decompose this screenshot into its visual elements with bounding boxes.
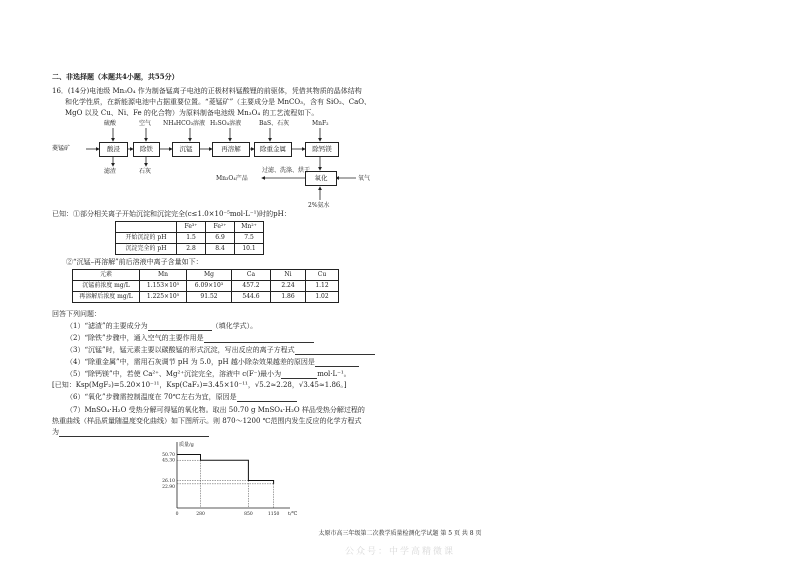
answer-blank[interactable] bbox=[295, 347, 375, 355]
x-tick-label: 280 bbox=[196, 512, 205, 517]
x-tick-label: 850 bbox=[244, 512, 253, 517]
tg-curve bbox=[177, 455, 274, 484]
oxygen-label: 氧气 bbox=[358, 175, 371, 182]
question-7-line1: （7）MnSO₄·H₂O 受热分解可得锰的氧化物。取出 50.70 g MnSO₄·H₂O 样品受热分解过程的 bbox=[66, 406, 365, 414]
table-row: 再溶解后浓度 mg/L 1.225×10⁵ 91.52 544.6 1.86 1.02 bbox=[73, 292, 339, 303]
table-row: 开始沉淀的 pH 1.5 6.9 7.5 bbox=[116, 233, 264, 244]
step-acid-leach: 酸浸 bbox=[99, 142, 128, 157]
answer-blank[interactable] bbox=[315, 359, 359, 367]
question-5-known: [已知：Ksp(MgF₂)=5.20×10⁻¹¹，Ksp(CaF₂)=3.45×10⁻¹¹，√5.2≈2.28，√3.45≈1.86。] bbox=[52, 381, 347, 389]
table-row: 沉淀完全的 pH 2.8 8.4 10.1 bbox=[116, 244, 264, 255]
step-remove-ca-mg: 除钙镁 bbox=[305, 142, 339, 157]
table-row: 沉锰前浓度 mg/L 1.153×10⁵ 6.09×10³ 457.2 2.24 1.12 bbox=[73, 281, 339, 292]
question-7-line3: 为 bbox=[52, 428, 209, 437]
product-label: Mn₃O₄产品 bbox=[216, 175, 248, 182]
question-3: （3）“沉锰”时，锰元素主要以碳酸锰的形式沉淀，写出反应的离子方程式 bbox=[66, 346, 375, 355]
ph-table bbox=[115, 221, 264, 255]
step-remove-iron: 除铁 bbox=[133, 142, 160, 157]
question-2: （2）“除铁”步骤中，通入空气的主要作用是 bbox=[66, 334, 314, 343]
q16-line3: MgO 以及 Cu、Ni、Fe 的化合物）为原料制备电池级 Mn₃O₄ 的工艺流程如下。 bbox=[65, 109, 319, 117]
answer-blank[interactable] bbox=[148, 323, 212, 331]
step-oxidation: 氧化 bbox=[305, 171, 337, 186]
y-tick-label: 22.90 bbox=[162, 484, 175, 490]
answer-blank[interactable] bbox=[237, 394, 297, 402]
question-6: （6）“氧化”步骤需控制温度在 70℃左右为宜，原因是 bbox=[66, 393, 297, 402]
x-tick-label: 0 bbox=[175, 512, 179, 517]
table-row: 元素 Mn Mg Ca Ni Cu bbox=[73, 270, 339, 281]
reagent-air: 空气 bbox=[139, 120, 152, 127]
answer-blank[interactable] bbox=[59, 429, 209, 437]
page-footer: 太原市高三年级第二次教学质量检测化学试题 第 5 页 共 8 页 bbox=[318, 530, 482, 537]
process-label: 过滤、洗涤、烘干 bbox=[262, 167, 311, 174]
step-redissolve: 再溶解 bbox=[212, 142, 250, 157]
known-intro2: ②“沉锰–再溶解”前后溶液中离子含量如下： bbox=[66, 258, 203, 266]
y-tick-label: 26.10 bbox=[162, 478, 175, 484]
y-axis-label: 质量/g bbox=[179, 442, 194, 448]
filter-residue-label: 滤渣 bbox=[104, 168, 117, 175]
reagent-h2so4: H₂SO₄溶液 bbox=[210, 120, 242, 127]
x-tick-label: 1150 bbox=[267, 512, 280, 517]
reagent-bas-lime: BaS、石灰 bbox=[259, 120, 290, 127]
table-row: Fe³⁺ Fe²⁺ Mn²⁺ bbox=[116, 222, 264, 233]
raw-material-label: 菱锰矿 bbox=[52, 145, 71, 152]
tg-chart bbox=[150, 440, 300, 520]
question-4: （4）“除重金属”中，需用石灰调节 pH 为 5.0，pH 越小除杂效果越差的原因是 bbox=[66, 358, 359, 367]
reagent-sulfuric-acid: 硫酸 bbox=[104, 120, 117, 127]
y-tick-label: 45.30 bbox=[162, 458, 175, 464]
q16-line2: 和化学性质，在新能源电池中占据重要位置。“菱锰矿”（主要成分是 MnCO₃，含有 SiO₂、CaO、 bbox=[65, 98, 372, 106]
lime-label: 石灰 bbox=[139, 168, 152, 175]
y-tick-label: 50.70 bbox=[162, 453, 175, 459]
step-precipitate-mn: 沉锰 bbox=[172, 142, 200, 157]
question-1: （1）“滤渣”的主要成分为 （填化学式）。 bbox=[66, 322, 258, 330]
ammonia-label: 2%氨水 bbox=[308, 202, 330, 209]
concentration-table bbox=[72, 269, 339, 303]
answer-blank[interactable] bbox=[281, 371, 317, 379]
q16-line1: 16．(14分)电池级 Mn₃O₄ 作为制备锰离子电池的正极材料锰酸锂的前驱体，凭借其物质的晶体结构 bbox=[52, 87, 362, 95]
answer-blank[interactable] bbox=[204, 335, 314, 343]
section-title: 二、非选择题（本题共4小题，共55分） bbox=[52, 72, 179, 81]
watermark: 公众号：中学高精微课 bbox=[344, 547, 455, 557]
known-intro: 已知：①部分相关离子开始沉淀和沉淀完全(c≤1.0×10⁻⁵mol·L⁻¹)时的pH： bbox=[52, 210, 291, 218]
step-remove-heavy-metal: 除重金属 bbox=[254, 142, 292, 157]
question-5: （5）“除钙镁”中，若使 Ca²⁺、Mg²⁺沉淀完全，溶液中 c(F⁻)最小为 mol·L⁻¹。 bbox=[66, 370, 351, 378]
questions-intro: 回答下列问题： bbox=[52, 310, 101, 318]
reagent-mnf2: MnF₂ bbox=[312, 120, 329, 127]
reagent-nh4hco3: NH₄HCO₃溶液 bbox=[163, 120, 206, 127]
x-axis-label: t/℃ bbox=[288, 511, 298, 517]
question-7-line2: 热重曲线（样品质量随温度变化曲线）如下图所示。则 870～1200 ℃范围内发生反应的化学方程式 bbox=[52, 417, 362, 425]
